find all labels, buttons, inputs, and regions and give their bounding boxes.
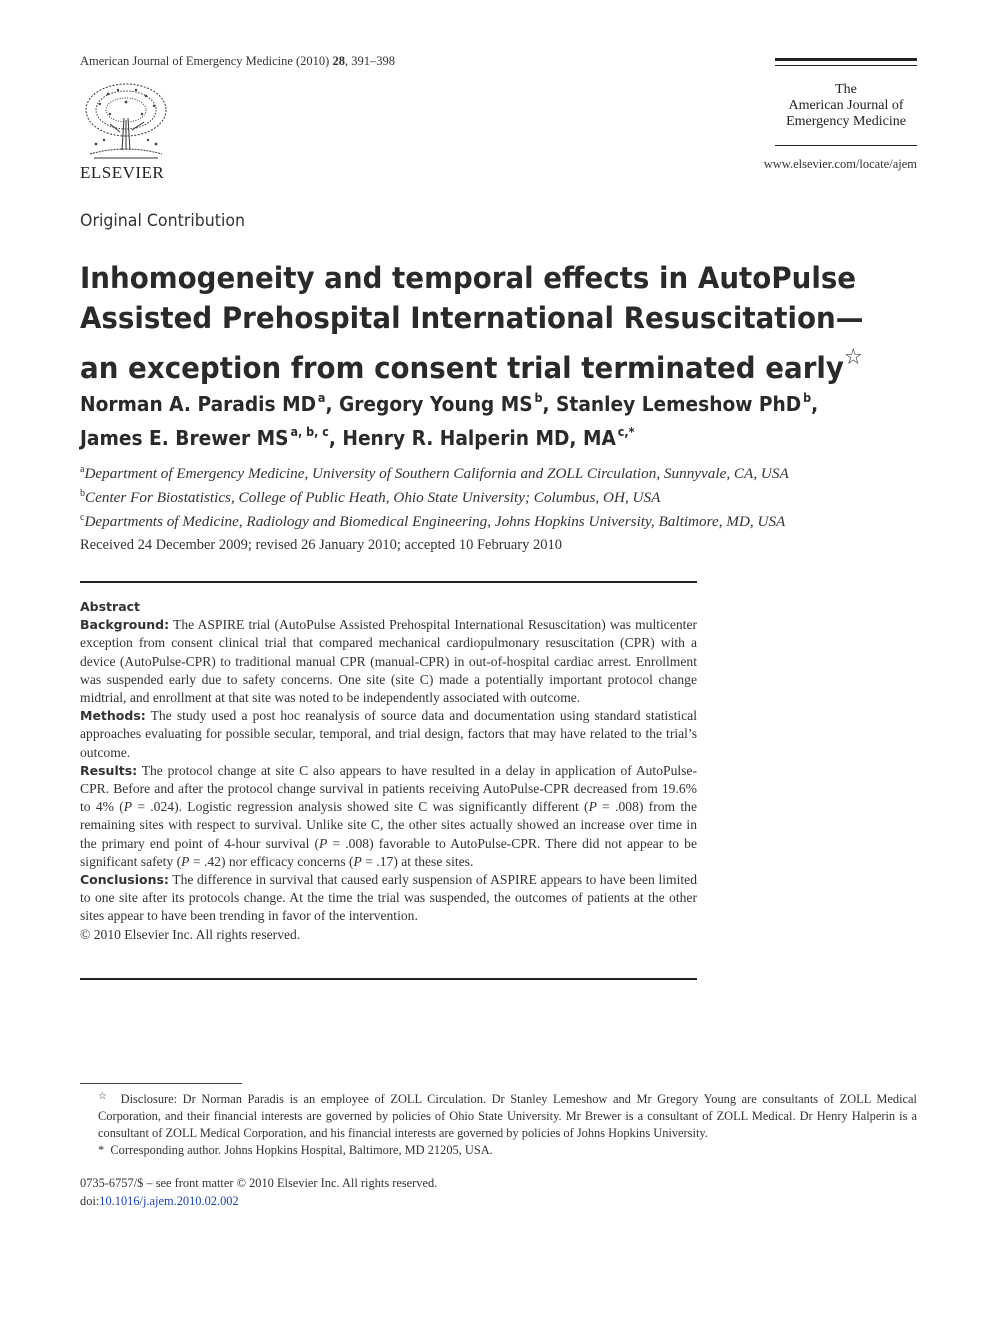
author-affiliation-mark[interactable]: c,* [617, 425, 635, 439]
journal-name-line2: American Journal of [788, 98, 904, 113]
conclusions-text: The difference in survival that caused early suspension of ASPIRE appears to have been limited to one site after its protocols change. At the time the trial was suspended, the outcomes of patients at the other sites appear to have been trending in favor of the intervention. [80, 872, 697, 924]
affiliation-mark: c [80, 512, 85, 523]
journal-name-line1: The [835, 82, 857, 97]
affiliation-text: Departments of Medicine, Radiology and Biomedical Engineering, Johns Hopkins University, Baltimore, MD, USA [84, 513, 786, 530]
affiliation-item [80, 484, 789, 508]
abstract-background [80, 616, 697, 707]
author-separator: , [811, 392, 819, 416]
abstract-heading: Abstract [80, 599, 141, 614]
title-text: Inhomogeneity and temporal effects in AutoPulse Assisted Prehospital International Resuscitation—an exception from consent trial terminated early [80, 261, 864, 385]
p-value-symbol: P [181, 853, 190, 869]
affiliation-item [80, 508, 789, 532]
abstract-block [80, 598, 697, 944]
citation-volume: 28 [332, 54, 345, 68]
doi-line [80, 1192, 437, 1210]
issn-line: 0735-6757/$ – see front matter © 2010 Elsevier Inc. All rights reserved. [80, 1176, 438, 1190]
abstract-copyright: © 2010 Elsevier Inc. All rights reserved. [80, 926, 301, 942]
abstract-methods [80, 707, 697, 762]
footnote-star-icon: ☆ [98, 1091, 110, 1102]
background-label: Background: [80, 617, 170, 633]
citation-prefix: American Journal of Emergency Medicine (2010) [80, 54, 333, 68]
results-text: = .008) favorable to AutoPulse-CPR. There did not appear to be significant safety ( [80, 835, 698, 869]
background-text: The ASPIRE trial (AutoPulse Assisted Prehospital International Resuscitation) was multicenter exception from consent clinical trial that compared mechanical cardiopulmonary resuscitation (CPR) with a device (AutoPulse-CPR) to traditional manual CPR (manual-CPR) in out-of-hospital cardiac arrest. Enrollment was suspended early due to safety concerns. One site (site C) made a potentially important protocol change midtrial, and enrollment at that site was noted to be independently associated with outcome. [80, 617, 698, 706]
doi-label: doi: [80, 1194, 100, 1208]
affiliation-mark: a [80, 464, 85, 475]
corresponding-mark: * [98, 1143, 105, 1157]
methods-label: Methods: [80, 708, 146, 724]
disclosure-footnote [80, 1088, 917, 1142]
results-text: = .024). Logistic regression analysis showed site C was significantly different ( [132, 799, 589, 815]
author-name: Stanley Lemeshow PhD [556, 392, 802, 416]
affiliation-text: Center For Biostatistics, College of Public Heath, Ohio State University; Columbus, OH, USA [85, 489, 661, 506]
corresponding-text: Corresponding author. Johns Hopkins Hospital, Baltimore, MD 21205, USA. [110, 1143, 493, 1157]
abstract-results [80, 762, 697, 871]
results-text: The protocol change at site C also appears to have resulted in a delay in application of AutoPulse-CPR. Before and after the protocol change survival in patients receiving AutoPulse-CPR decreased from 19.6% to 4% ( [80, 762, 697, 815]
abstract-rule-top [80, 581, 697, 583]
methods-text: The study used a post hoc reanalysis of source data and documentation using standard statistical approaches evaluating for possible secular, temporal, and trial design, factors that may have related to the trial’s outcome. [80, 708, 697, 760]
affiliation-list [80, 460, 789, 532]
p-value-symbol: P [353, 853, 362, 869]
p-value-symbol: P [588, 799, 597, 815]
author-list [80, 384, 889, 452]
author-name: Norman A. Paradis MD [80, 392, 317, 416]
affiliation-mark: b [80, 488, 85, 499]
p-value-symbol: P [123, 799, 133, 815]
author-affiliation-mark[interactable]: b [803, 391, 812, 405]
author-name: Gregory Young MS [338, 392, 533, 416]
journal-citation [80, 54, 395, 69]
masthead-rule-bottom [775, 145, 917, 146]
journal-url-link[interactable]: www.elsevier.com/locate/ajem [763, 157, 917, 171]
front-matter [80, 1174, 437, 1210]
conclusions-label: Conclusions: [80, 872, 169, 888]
affiliation-text: Department of Emergency Medicine, University of Southern California and ZOLL Circulation, Sunnyvale, CA, USA [84, 465, 789, 482]
masthead-rule-thick [775, 58, 917, 61]
author-affiliation-mark[interactable]: a [317, 391, 326, 405]
abstract-conclusions [80, 871, 697, 926]
results-label: Results: [80, 762, 138, 778]
author-separator: , [328, 426, 343, 450]
footnotes [80, 1088, 917, 1159]
article-section: Original Contribution [80, 211, 246, 231]
p-value-symbol: P [319, 835, 328, 851]
affiliation-item [80, 460, 789, 484]
citation-pages: , 391–398 [344, 54, 395, 68]
publisher-logo-text: ELSEVIER [80, 163, 165, 182]
received-dates: Received 24 December 2009; revised 26 January 2010; accepted 10 February 2010 [80, 537, 562, 553]
journal-name-line3: Emergency Medicine [786, 114, 906, 129]
journal-name [775, 82, 917, 130]
author-affiliation-mark[interactable]: b [534, 391, 543, 405]
corresponding-footnote [80, 1142, 917, 1159]
journal-masthead [775, 58, 917, 130]
author-name: James E. Brewer MS [80, 426, 289, 450]
footnote-rule [80, 1083, 242, 1084]
author-name: Henry R. Halperin MD, MA [342, 426, 616, 450]
abstract-rule-bottom [80, 978, 697, 980]
doi-link[interactable]: 10.1016/j.ajem.2010.02.002 [99, 1194, 239, 1208]
author-separator: , [542, 392, 557, 416]
title-footnote-star-icon[interactable]: ☆ [843, 345, 863, 370]
results-text: = .42) nor efficacy concerns ( [189, 853, 354, 869]
results-text: = .008) from the remaining sites with respect to survival. Unlike site C, the other sites actually showed an increase over time in the primary end point of 4-hour survival ( [80, 799, 697, 851]
author-separator: , [325, 392, 339, 416]
article-title [80, 258, 892, 388]
disclosure-text: Disclosure: Dr Norman Paradis is an employee of ZOLL Circulation. Dr Stanley Lemeshow and Mr Gregory Young are consultants of ZOLL Medical Corporation, and their financial interests are governed by policies of Ohio State University. Mr Brewer is a consultant of ZOLL Medical. Dr Henry Halperin is a consultant of ZOLL Medical Corporation, and his financial interests are governed by policies of Johns Hopkins University. [98, 1092, 918, 1140]
masthead-rule-thin [775, 65, 917, 66]
author-affiliation-mark[interactable]: a, b, c [290, 425, 329, 439]
results-text: = .17) at these sites. [361, 853, 474, 869]
